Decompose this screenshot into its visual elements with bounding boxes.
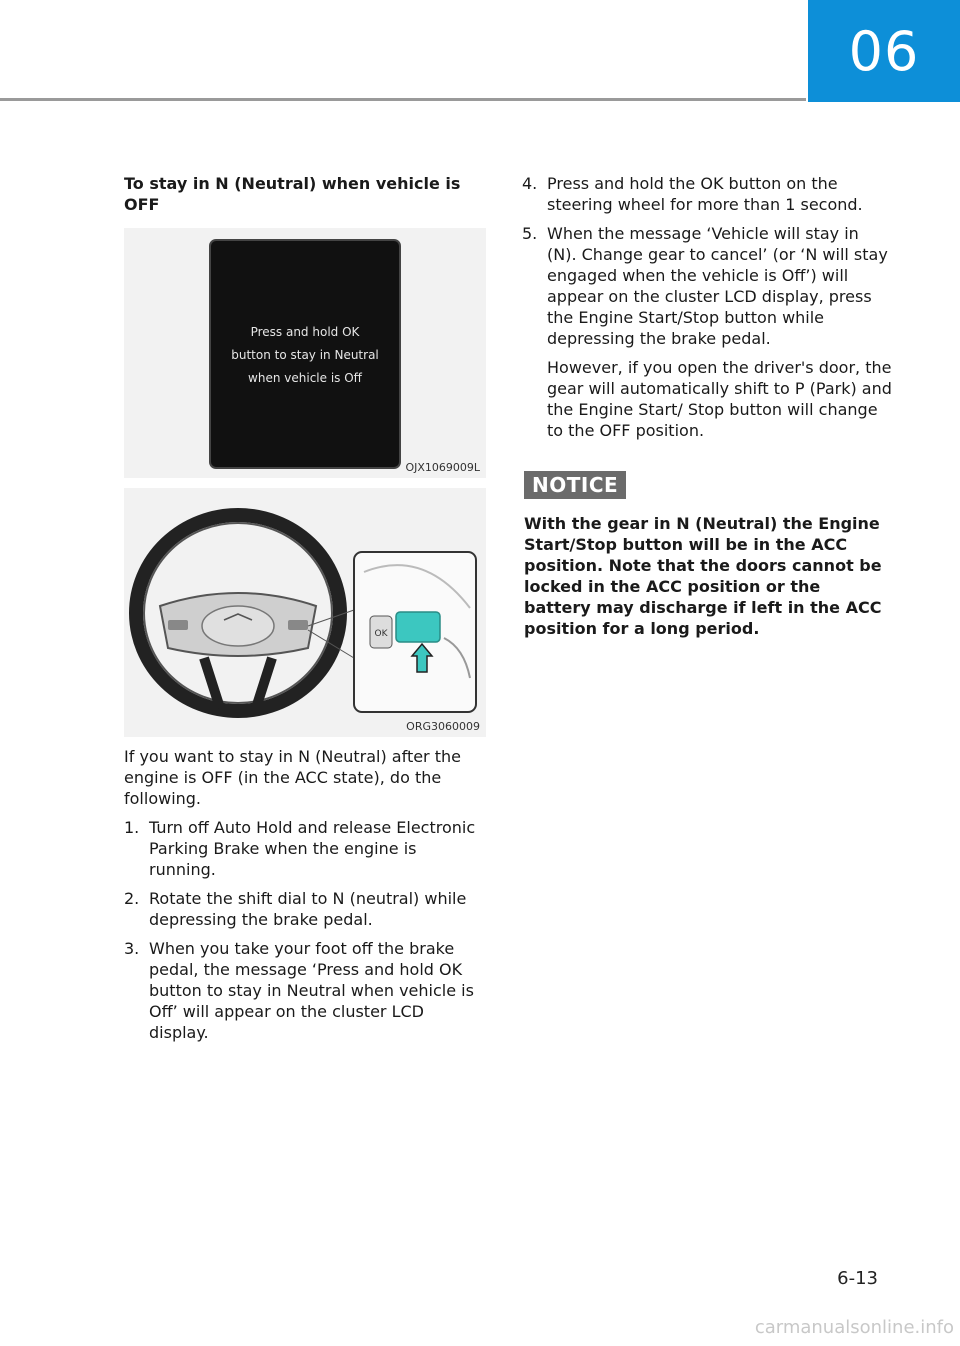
cluster-display-figure xyxy=(124,228,486,478)
watermark: carmanualsonline.info xyxy=(754,1317,954,1338)
right-column xyxy=(522,173,892,639)
right-switch-icon xyxy=(288,620,308,630)
intro-paragraph: If you want to stay in N (Neutral) after the engine is OFF (in the ACC state), do the following. xyxy=(124,747,461,808)
steps-list-right xyxy=(522,173,892,441)
chapter-number: 06 xyxy=(848,19,920,83)
screen-line-2: button to stay in Neutral xyxy=(231,348,379,362)
list-item: 5. When the message ‘Vehicle will stay in (N). Change gear to cancel’ (or ‘N will stay engaged when the vehicle is Off’) will appear on the cluster LCD display, press the Engine Start/Stop button while depressing the brake pedal. However, if you open the driver's door, the gear will automatically shift to P (Park) and the Engine Start/ Stop button will change to the OFF position. xyxy=(522,224,892,440)
left-column xyxy=(124,173,488,1051)
figure-caption: OJX1069009L xyxy=(405,461,480,474)
list-item: 1. Turn off Auto Hold and release Electronic Parking Brake when the engine is running. xyxy=(124,818,476,879)
header-rule xyxy=(0,98,806,101)
svg-text:OK: OK xyxy=(374,629,388,639)
notice-text: With the gear in N (Neutral) the Engine Start/Stop button will be in the ACC position. Note that the doors cannot be locked in the ACC position or the battery may discharge if left in the ACC position for a long period. xyxy=(524,514,882,638)
steering-wheel-illustration xyxy=(124,488,486,737)
page-number: 6-13 xyxy=(837,1268,878,1289)
chapter-tab xyxy=(808,0,960,102)
left-switch-icon xyxy=(168,620,188,630)
list-item: 4. Press and hold the OK button on the steering wheel for more than 1 second. xyxy=(522,174,863,214)
figure-caption: ORG3060009 xyxy=(406,720,480,733)
notice-label: NOTICE xyxy=(524,471,626,499)
screen-line-1: Press and hold OK xyxy=(250,325,360,339)
screen-line-3: when vehicle is Off xyxy=(248,371,362,385)
cluster-lcd-illustration xyxy=(124,228,486,478)
list-item: 3. When you take your foot off the brake pedal, the message ‘Press and hold OK button to stay in Neutral when vehicle is Off’ will appear on the cluster LCD display. xyxy=(124,939,474,1042)
steering-wheel-figure xyxy=(124,488,486,737)
steps-list-left xyxy=(124,817,488,1043)
ok-button-highlight xyxy=(396,612,440,642)
list-item: 2. Rotate the shift dial to N (neutral) while depressing the brake pedal. xyxy=(124,889,467,929)
section-title: To stay in N (Neutral) when vehicle is OFF xyxy=(124,174,461,214)
step-note: However, if you open the driver's door, the gear will automatically shift to P (Park) and the Engine Start/ Stop button will change to the OFF position. xyxy=(547,358,892,440)
